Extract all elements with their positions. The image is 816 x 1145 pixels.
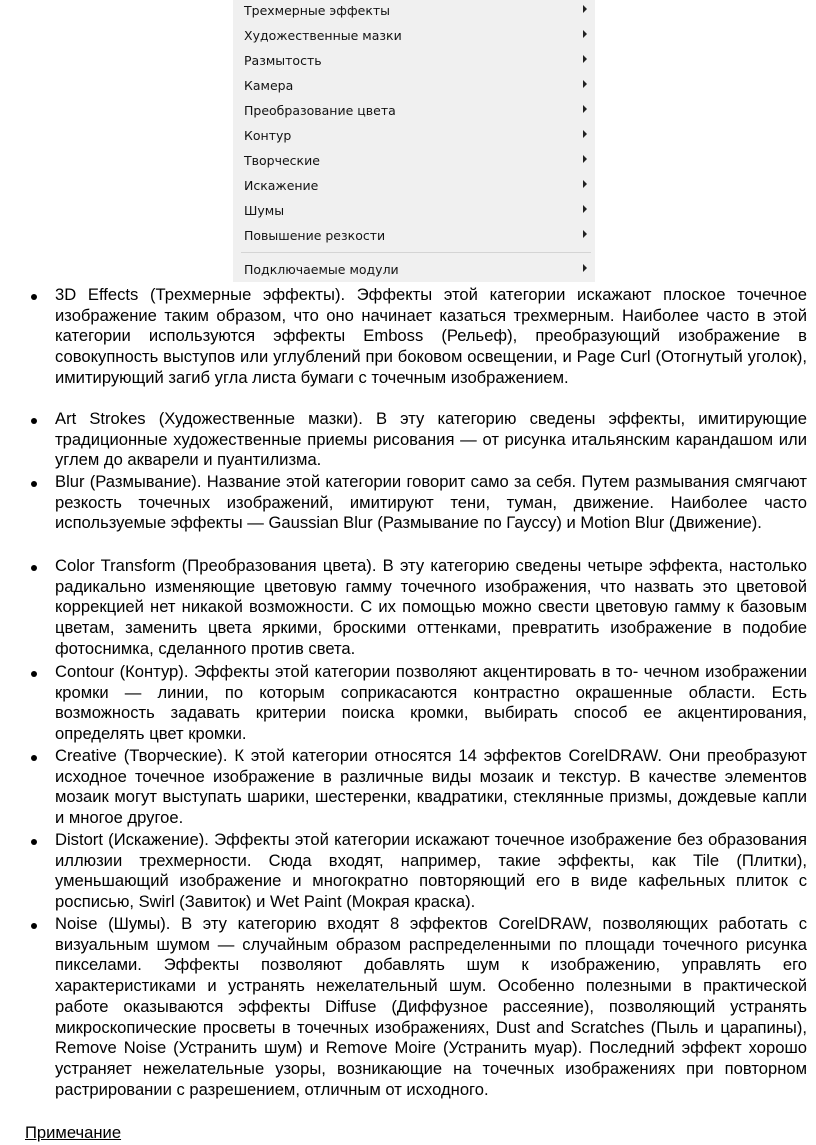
menu-item-noise[interactable] xyxy=(233,200,595,224)
list-item-text: Creative (Творческие). К этой категории относятся 14 эффектов CorelDRAW. Они преобразуют исходное точечное изображение в различные виды мозаик и текстур. В качестве элементов мозаик могут выступать шарики, шестеренки, квадратики, стеклянные призмы, дождевые капли и многое другое. xyxy=(55,746,807,828)
menu-item-distort[interactable] xyxy=(233,175,595,199)
list-item xyxy=(55,662,807,745)
list-item xyxy=(55,472,807,534)
submenu-arrow-icon xyxy=(583,105,587,113)
menu-separator xyxy=(241,252,591,253)
menu-item-label: Искажение xyxy=(244,178,319,193)
menu-item-label: Камера xyxy=(244,78,294,93)
list-item xyxy=(55,746,807,829)
list-item-text: 3D Effects (Трехмерные эффекты). Эффекты этой категории искажают плоское точечное изображение таким образом, что оно начинает казаться трехмерным. Наиболее часто в этой категории используются эффекты Emboss (Рельеф), преобразующий изображение в совокупность выступов или углублений при боковом освещении, и Page Curl (Отогнутый уголок), имитирующий загиб угла листа бумаги с точечным изображением. xyxy=(55,285,807,387)
bullet-icon xyxy=(31,923,37,929)
menu-item-label: Художественные мазки xyxy=(244,28,402,43)
menu-item-label: Преобразование цвета xyxy=(244,103,396,118)
menu-item-label: Трехмерные эффекты xyxy=(244,3,391,18)
bullet-icon xyxy=(31,839,37,845)
bullet-icon xyxy=(31,294,37,300)
bullet-icon xyxy=(31,671,37,677)
list-item-text: Distort (Искажение). Эффекты этой категории искажают точечное изображение без образования иллюзии трехмерности. Сюда входят, например, такие эффекты, как Tile (Плитки), уменьшающий изображение и многократно повторяющий его в виде кафельных плиток с росписью, Swirl (Завиток) и Wet Paint (Мокрая краска). xyxy=(55,830,807,912)
list-item xyxy=(55,556,807,660)
list-item xyxy=(55,285,807,389)
menu-item-sharpen[interactable] xyxy=(233,225,595,249)
menu-item-label: Шумы xyxy=(244,203,285,218)
submenu-arrow-icon xyxy=(583,80,587,88)
menu-item-color-transform[interactable] xyxy=(233,100,595,124)
list-item-text: Color Transform (Преобразования цвета). В эту категорию сведены четыре эффекта, настолько радикально изменяющие цветовую гамму точечного изображения, что назвать это цветовой коррекцией нет никакой возможности. С их помощью можно свести цветовую гамму к базовым цветам, заменить цвета яркими, броскими оттенками, превратить изображение в подобие фотоснимка, сделанного против света. xyxy=(55,556,807,658)
submenu-arrow-icon xyxy=(583,180,587,188)
note-heading: Примечание xyxy=(25,1123,122,1142)
menu-item-blur[interactable] xyxy=(233,50,595,74)
list-item-text: Art Strokes (Художественные мазки). В эту категорию сведены эффекты, имитирующие традиционные художественные приемы рисования — от рисунка итальянским карандашом или углем до акварели и пуантилизма. xyxy=(55,409,807,470)
submenu-arrow-icon xyxy=(583,5,587,13)
menu-item-label: Контур xyxy=(244,128,292,143)
menu-item-label: Подключаемые модули xyxy=(244,262,399,277)
menu-item-camera[interactable] xyxy=(233,75,595,99)
menu-item-creative[interactable] xyxy=(233,150,595,174)
menu-item-label: Повышение резкости xyxy=(244,228,386,243)
list-item xyxy=(55,409,807,471)
menu-item-label: Размытость xyxy=(244,53,322,68)
list-item-text: Noise (Шумы). В эту категорию входят 8 эффектов CorelDRAW, позволяющих работать с визуальным шумом — случайным образом распределенными по площади точечного рисунка пикселами. Эффекты позволяют добавлять шум к изображению, управлять его характеристиками и устранять нежелательный шум. Особенно полезными в практической работе оказываются эффекты Diffuse (Диффузное рассеяние), позволяющий устранять микроскопические просветы в точечных изображениях, Dust and Scratches (Пыль и царапины), Remove Noise (Устранить шум) и Remove Moire (Устранить муар). Последний эффект хорошо устраняет нежелательные узоры, возникающие на точечных изображениях при повторном растрировании с разрешением, отличным от исходного. xyxy=(55,914,807,1099)
menu-item-art-strokes[interactable] xyxy=(233,25,595,49)
list-item-text: Blur (Размывание). Название этой категории говорит само за себя. Путем размывания смягчают резкость точечных изображений, имитируют тени, туман, движение. Наиболее часто используемые эффекты — Gaussian Blur (Размывание по Гауссу) и Motion Blur (Движение). xyxy=(55,472,807,533)
submenu-arrow-icon xyxy=(583,55,587,63)
menu-item-plugins[interactable] xyxy=(233,259,595,283)
list-item-text: Contour (Контур). Эффекты этой категории позволяют акцентировать в то- чечном изображении кромки — линии, по которым соприкасаются контрастно окрашенные области. Есть возможность задавать критерии поиска кромки, выбирать способ ее акцентирования, определять цвет кромки. xyxy=(55,662,807,744)
list-item xyxy=(55,830,807,913)
submenu-arrow-icon xyxy=(583,155,587,163)
menu-item-3d-effects[interactable] xyxy=(233,0,595,24)
bullet-icon xyxy=(31,565,37,571)
menu-item-contour[interactable] xyxy=(233,125,595,149)
submenu-arrow-icon xyxy=(583,30,587,38)
bullet-icon xyxy=(31,418,37,424)
effects-menu xyxy=(233,0,595,282)
bullet-icon xyxy=(31,481,37,487)
submenu-arrow-icon xyxy=(583,205,587,213)
submenu-arrow-icon xyxy=(583,230,587,238)
menu-item-label: Творческие xyxy=(244,153,320,168)
submenu-arrow-icon xyxy=(583,130,587,138)
bullet-icon xyxy=(31,755,37,761)
list-item xyxy=(55,914,807,1100)
submenu-arrow-icon xyxy=(583,264,587,272)
